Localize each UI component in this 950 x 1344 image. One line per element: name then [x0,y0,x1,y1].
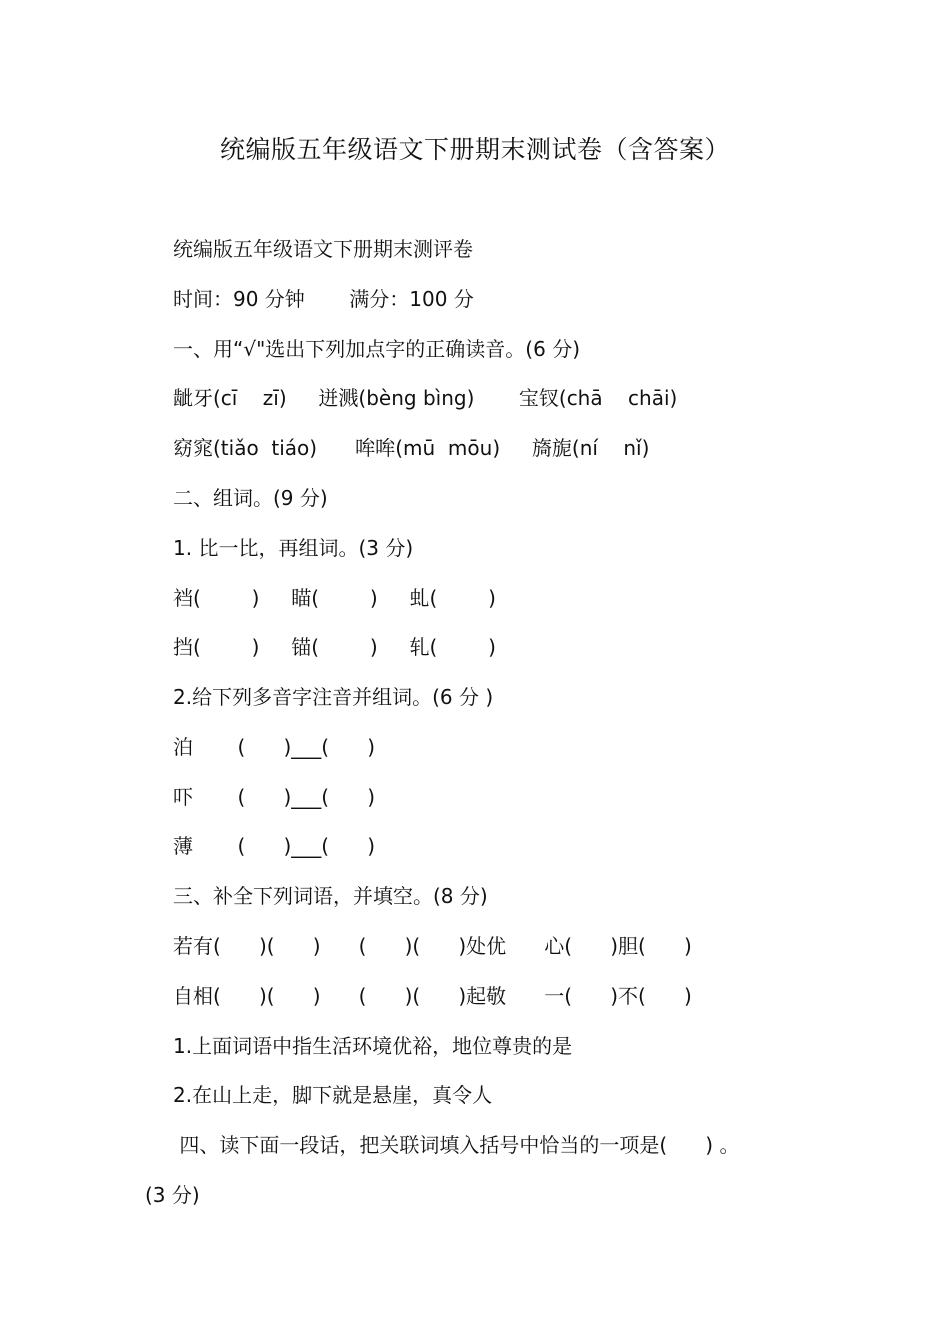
section-4-score: (3 分) [145,1183,200,1207]
compare-row-1: 裆( ) 瞄( ) 虬( ) [173,586,496,610]
document-title: 统编版五年级语文下册期末测试卷（含答案） [219,135,730,164]
exam-subtitle: 统编版五年级语文下册期末测评卷 [173,237,473,261]
question-3-2: 2.在山上走，脚下就是悬崖，真令人 [173,1083,493,1107]
exam-time-score: 时间：90 分钟 满分：100 分 [173,287,474,311]
question-2-1: 1. 比一比，再组词。(3 分) [173,536,414,560]
idiom-row-2: 自相( )( ) ( )( )起敬 一( )不( ) [173,984,692,1008]
polyphone-row-1: 泊 ( )___( ) [173,735,376,759]
polyphone-row-2: 吓 ( )___( ) [173,785,376,809]
question-3-1: 1.上面词语中指生活环境优裕，地位尊贵的是 [173,1034,573,1058]
polyphone-row-3: 薄 ( )___( ) [173,834,376,858]
question-2-2: 2.给下列多音字注音并组词。(6 分 ) [173,685,494,709]
section-4-heading: 四、读下面一段话，把关联词填入括号中恰当的一项是( ) 。 [173,1133,740,1157]
section-3-heading: 三、补全下列词语，并填空。(8 分) [173,884,488,908]
pinyin-row-1: 龇牙(cī zī) 迸溅(bèng bìng) 宝钗(chā chāi) [173,386,678,410]
pinyin-row-2: 窈窕(tiǎo tiáo) 哞哞(mū mōu) 旖旎(ní nǐ) [173,436,650,460]
section-1-heading: 一、用“√"选出下列加点字的正确读音。(6 分) [173,337,580,361]
section-2-heading: 二、组词。(9 分) [173,486,328,510]
idiom-row-1: 若有( )( ) ( )( )处优 心( )胆( ) [173,934,692,958]
compare-row-2: 挡( ) 锚( ) 轧( ) [173,635,496,659]
